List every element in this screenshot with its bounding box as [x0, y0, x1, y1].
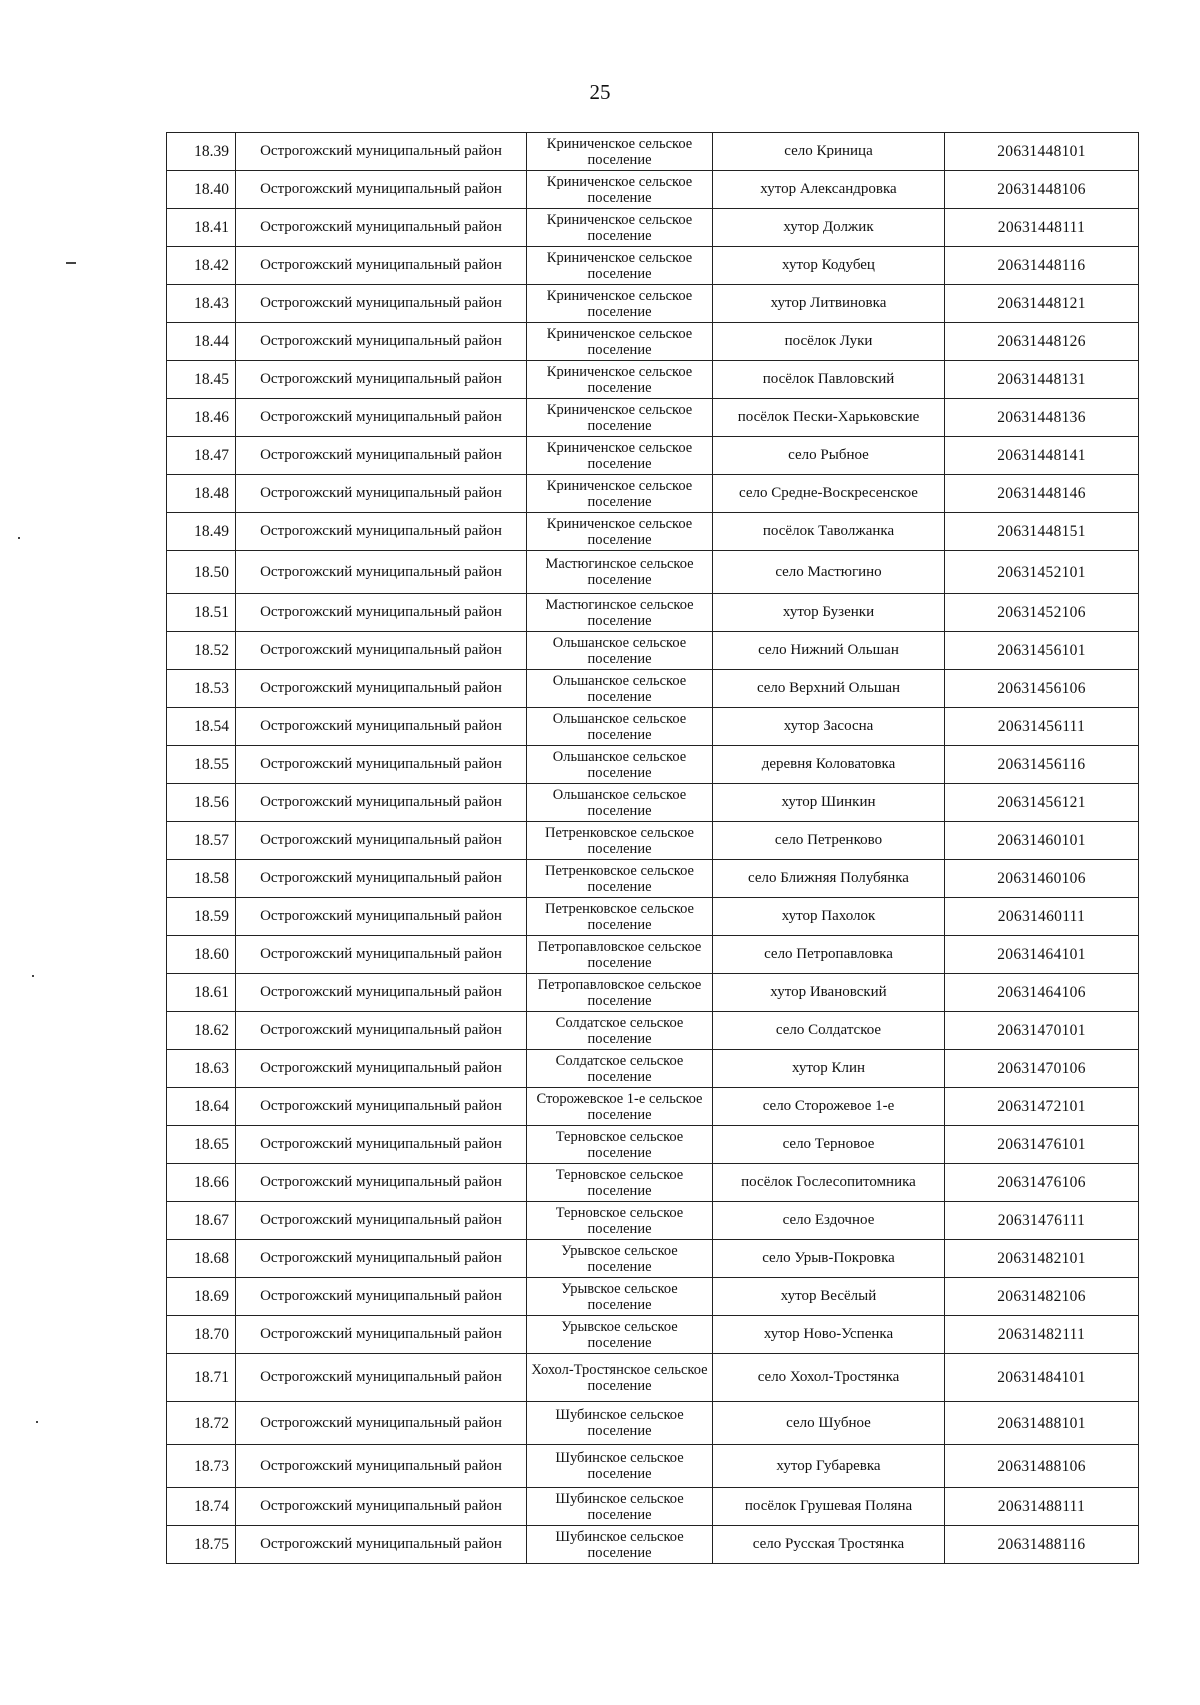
district-cell: Острогожский муниципальный район: [236, 1278, 527, 1316]
row-number: 18.74: [167, 1488, 236, 1526]
table-row: [167, 1278, 1139, 1316]
place-cell: посёлок Луки: [713, 323, 945, 361]
row-number: 18.56: [167, 784, 236, 822]
row-number: 18.67: [167, 1202, 236, 1240]
settlement-cell: Сторожевское 1-е сельское поселение: [527, 1088, 713, 1126]
place-cell: село Нижний Ольшан: [713, 632, 945, 670]
district-cell: Острогожский муниципальный район: [236, 632, 527, 670]
row-number: 18.41: [167, 209, 236, 247]
table-row: [167, 974, 1139, 1012]
code-cell: 20631470101: [945, 1012, 1139, 1050]
settlement-cell: Ольшанское сельское поселение: [527, 784, 713, 822]
code-cell: 20631460111: [945, 898, 1139, 936]
place-cell: село Ближняя Полубянка: [713, 860, 945, 898]
district-cell: Острогожский муниципальный район: [236, 247, 527, 285]
place-cell: село Петренково: [713, 822, 945, 860]
row-number: 18.42: [167, 247, 236, 285]
row-number: 18.50: [167, 551, 236, 594]
row-number: 18.60: [167, 936, 236, 974]
code-cell: 20631464106: [945, 974, 1139, 1012]
place-cell: село Верхний Ольшан: [713, 670, 945, 708]
row-number: 18.51: [167, 594, 236, 632]
settlement-cell: Петропавловское сельское поселение: [527, 974, 713, 1012]
table-row: [167, 209, 1139, 247]
district-cell: Острогожский муниципальный район: [236, 708, 527, 746]
code-cell: 20631476111: [945, 1202, 1139, 1240]
place-cell: посёлок Павловский: [713, 361, 945, 399]
table-row: [167, 746, 1139, 784]
settlement-cell: Солдатское сельское поселение: [527, 1012, 713, 1050]
place-cell: село Мастюгино: [713, 551, 945, 594]
place-cell: посёлок Гослесопитомника: [713, 1164, 945, 1202]
table-row: [167, 475, 1139, 513]
page-number: 25: [589, 80, 611, 104]
code-cell: 20631448146: [945, 475, 1139, 513]
place-cell: село Урыв-Покровка: [713, 1240, 945, 1278]
settlement-cell: Шубинское сельское поселение: [527, 1526, 713, 1564]
district-cell: Острогожский муниципальный район: [236, 437, 527, 475]
district-cell: Острогожский муниципальный район: [236, 1445, 527, 1488]
place-cell: село Солдатское: [713, 1012, 945, 1050]
district-cell: Острогожский муниципальный район: [236, 1402, 527, 1445]
place-cell: село Криница: [713, 133, 945, 171]
district-cell: Острогожский муниципальный район: [236, 1012, 527, 1050]
place-cell: хутор Литвиновка: [713, 285, 945, 323]
settlement-cell: Криниченское сельское поселение: [527, 209, 713, 247]
settlement-cell: Криниченское сельское поселение: [527, 171, 713, 209]
code-cell: 20631448126: [945, 323, 1139, 361]
place-cell: хутор Пахолок: [713, 898, 945, 936]
code-cell: 20631470106: [945, 1050, 1139, 1088]
code-cell: 20631452106: [945, 594, 1139, 632]
settlement-cell: Криниченское сельское поселение: [527, 285, 713, 323]
table-row: [167, 936, 1139, 974]
place-cell: хутор Ивановский: [713, 974, 945, 1012]
district-cell: Острогожский муниципальный район: [236, 1164, 527, 1202]
row-number: 18.43: [167, 285, 236, 323]
district-cell: Острогожский муниципальный район: [236, 594, 527, 632]
table-row: [167, 822, 1139, 860]
row-number: 18.71: [167, 1354, 236, 1402]
code-cell: 20631448151: [945, 513, 1139, 551]
table-body: [167, 133, 1139, 1564]
row-number: 18.64: [167, 1088, 236, 1126]
code-cell: 20631452101: [945, 551, 1139, 594]
settlement-cell: Мастюгинское сельское поселение: [527, 594, 713, 632]
row-number: 18.44: [167, 323, 236, 361]
table-row: [167, 171, 1139, 209]
district-cell: Острогожский муниципальный район: [236, 1526, 527, 1564]
district-cell: Острогожский муниципальный район: [236, 1316, 527, 1354]
code-cell: 20631472101: [945, 1088, 1139, 1126]
row-number: 18.46: [167, 399, 236, 437]
district-cell: Острогожский муниципальный район: [236, 209, 527, 247]
code-cell: 20631456111: [945, 708, 1139, 746]
table-row: [167, 1202, 1139, 1240]
row-number: 18.47: [167, 437, 236, 475]
table-row: [167, 323, 1139, 361]
row-number: 18.63: [167, 1050, 236, 1088]
settlement-cell: Урывское сельское поселение: [527, 1278, 713, 1316]
table-row: [167, 1164, 1139, 1202]
table-row: [167, 285, 1139, 323]
settlements-table: [166, 132, 1139, 1564]
district-cell: Острогожский муниципальный район: [236, 475, 527, 513]
table-row: [167, 1088, 1139, 1126]
row-number: 18.69: [167, 1278, 236, 1316]
district-cell: Острогожский муниципальный район: [236, 551, 527, 594]
row-number: 18.52: [167, 632, 236, 670]
settlement-cell: Петренковское сельское поселение: [527, 898, 713, 936]
settlement-cell: Урывское сельское поселение: [527, 1240, 713, 1278]
settlement-cell: Криниченское сельское поселение: [527, 475, 713, 513]
settlement-cell: Ольшанское сельское поселение: [527, 670, 713, 708]
row-number: 18.59: [167, 898, 236, 936]
settlement-cell: Петренковское сельское поселение: [527, 822, 713, 860]
code-cell: 20631476101: [945, 1126, 1139, 1164]
district-cell: Острогожский муниципальный район: [236, 1240, 527, 1278]
table-row: [167, 513, 1139, 551]
code-cell: 20631448101: [945, 133, 1139, 171]
code-cell: 20631448141: [945, 437, 1139, 475]
settlement-cell: Солдатское сельское поселение: [527, 1050, 713, 1088]
settlement-cell: Криниченское сельское поселение: [527, 399, 713, 437]
code-cell: 20631448106: [945, 171, 1139, 209]
place-cell: село Шубное: [713, 1402, 945, 1445]
place-cell: деревня Коловатовка: [713, 746, 945, 784]
table-row: [167, 898, 1139, 936]
place-cell: хутор Ново-Успенка: [713, 1316, 945, 1354]
settlement-cell: Шубинское сельское поселение: [527, 1445, 713, 1488]
settlement-cell: Криниченское сельское поселение: [527, 133, 713, 171]
place-cell: хутор Должик: [713, 209, 945, 247]
code-cell: 20631488116: [945, 1526, 1139, 1564]
settlement-cell: Шубинское сельское поселение: [527, 1488, 713, 1526]
row-number: 18.62: [167, 1012, 236, 1050]
margin-mark: [66, 262, 76, 264]
place-cell: посёлок Пески-Харьковские: [713, 399, 945, 437]
code-cell: 20631448121: [945, 285, 1139, 323]
settlement-cell: Криниченское сельское поселение: [527, 247, 713, 285]
place-cell: хутор Кодубец: [713, 247, 945, 285]
district-cell: Острогожский муниципальный район: [236, 670, 527, 708]
place-cell: хутор Весёлый: [713, 1278, 945, 1316]
code-cell: 20631482111: [945, 1316, 1139, 1354]
settlement-cell: Петропавловское сельское поселение: [527, 936, 713, 974]
margin-mark: [36, 1421, 38, 1423]
table-row: [167, 670, 1139, 708]
district-cell: Острогожский муниципальный район: [236, 860, 527, 898]
code-cell: 20631448111: [945, 209, 1139, 247]
code-cell: 20631482101: [945, 1240, 1139, 1278]
table-row: [167, 1126, 1139, 1164]
table-row: [167, 437, 1139, 475]
district-cell: Острогожский муниципальный район: [236, 1354, 527, 1402]
code-cell: 20631448136: [945, 399, 1139, 437]
district-cell: Острогожский муниципальный район: [236, 1202, 527, 1240]
settlement-cell: Терновское сельское поселение: [527, 1126, 713, 1164]
place-cell: село Русская Тростянка: [713, 1526, 945, 1564]
table-row: [167, 784, 1139, 822]
place-cell: посёлок Грушевая Поляна: [713, 1488, 945, 1526]
settlement-cell: Шубинское сельское поселение: [527, 1402, 713, 1445]
settlement-cell: Криниченское сельское поселение: [527, 323, 713, 361]
district-cell: Острогожский муниципальный район: [236, 399, 527, 437]
table-row: [167, 399, 1139, 437]
code-cell: 20631460106: [945, 860, 1139, 898]
place-cell: село Рыбное: [713, 437, 945, 475]
row-number: 18.53: [167, 670, 236, 708]
row-number: 18.39: [167, 133, 236, 171]
code-cell: 20631456101: [945, 632, 1139, 670]
margin-mark: [32, 975, 34, 977]
district-cell: Острогожский муниципальный район: [236, 1488, 527, 1526]
settlement-cell: Криниченское сельское поселение: [527, 513, 713, 551]
settlement-cell: Петренковское сельское поселение: [527, 860, 713, 898]
place-cell: хутор Губаревка: [713, 1445, 945, 1488]
district-cell: Острогожский муниципальный район: [236, 1088, 527, 1126]
district-cell: Острогожский муниципальный район: [236, 974, 527, 1012]
district-cell: Острогожский муниципальный район: [236, 784, 527, 822]
district-cell: Острогожский муниципальный район: [236, 1050, 527, 1088]
row-number: 18.49: [167, 513, 236, 551]
row-number: 18.65: [167, 1126, 236, 1164]
settlement-cell: Ольшанское сельское поселение: [527, 632, 713, 670]
place-cell: хутор Бузенки: [713, 594, 945, 632]
table-row: [167, 1445, 1139, 1488]
row-number: 18.75: [167, 1526, 236, 1564]
row-number: 18.73: [167, 1445, 236, 1488]
row-number: 18.48: [167, 475, 236, 513]
settlement-cell: Криниченское сельское поселение: [527, 437, 713, 475]
place-cell: хутор Засосна: [713, 708, 945, 746]
table-row: [167, 860, 1139, 898]
row-number: 18.72: [167, 1402, 236, 1445]
district-cell: Острогожский муниципальный район: [236, 285, 527, 323]
code-cell: 20631488101: [945, 1402, 1139, 1445]
code-cell: 20631448116: [945, 247, 1139, 285]
place-cell: посёлок Таволжанка: [713, 513, 945, 551]
table-row: [167, 1354, 1139, 1402]
place-cell: село Средне-Воскресенское: [713, 475, 945, 513]
table-row: [167, 1488, 1139, 1526]
district-cell: Острогожский муниципальный район: [236, 898, 527, 936]
row-number: 18.58: [167, 860, 236, 898]
settlement-cell: Криниченское сельское поселение: [527, 361, 713, 399]
place-cell: село Терновое: [713, 1126, 945, 1164]
row-number: 18.57: [167, 822, 236, 860]
place-cell: село Ездочное: [713, 1202, 945, 1240]
row-number: 18.68: [167, 1240, 236, 1278]
district-cell: Острогожский муниципальный район: [236, 171, 527, 209]
place-cell: село Хохол-Тростянка: [713, 1354, 945, 1402]
row-number: 18.54: [167, 708, 236, 746]
place-cell: село Петропавловка: [713, 936, 945, 974]
place-cell: село Сторожевое 1-е: [713, 1088, 945, 1126]
settlement-cell: Терновское сельское поселение: [527, 1202, 713, 1240]
code-cell: 20631460101: [945, 822, 1139, 860]
settlements-table-wrapper: [166, 132, 1138, 1564]
code-cell: 20631456106: [945, 670, 1139, 708]
table-row: [167, 1240, 1139, 1278]
code-cell: 20631456121: [945, 784, 1139, 822]
row-number: 18.70: [167, 1316, 236, 1354]
settlement-cell: Терновское сельское поселение: [527, 1164, 713, 1202]
table-row: [167, 1402, 1139, 1445]
row-number: 18.40: [167, 171, 236, 209]
code-cell: 20631476106: [945, 1164, 1139, 1202]
settlement-cell: Хохол-Тростянское сельское поселение: [527, 1354, 713, 1402]
district-cell: Острогожский муниципальный район: [236, 746, 527, 784]
district-cell: Острогожский муниципальный район: [236, 936, 527, 974]
table-row: [167, 551, 1139, 594]
settlement-cell: Ольшанское сельское поселение: [527, 746, 713, 784]
code-cell: 20631484101: [945, 1354, 1139, 1402]
code-cell: 20631488111: [945, 1488, 1139, 1526]
table-row: [167, 594, 1139, 632]
table-row: [167, 1316, 1139, 1354]
margin-mark: [18, 537, 20, 539]
district-cell: Острогожский муниципальный район: [236, 1126, 527, 1164]
district-cell: Острогожский муниципальный район: [236, 323, 527, 361]
district-cell: Острогожский муниципальный район: [236, 822, 527, 860]
settlement-cell: Урывское сельское поселение: [527, 1316, 713, 1354]
place-cell: хутор Клин: [713, 1050, 945, 1088]
code-cell: 20631488106: [945, 1445, 1139, 1488]
code-cell: 20631464101: [945, 936, 1139, 974]
table-row: [167, 632, 1139, 670]
place-cell: хутор Шинкин: [713, 784, 945, 822]
district-cell: Острогожский муниципальный район: [236, 133, 527, 171]
code-cell: 20631482106: [945, 1278, 1139, 1316]
row-number: 18.61: [167, 974, 236, 1012]
row-number: 18.55: [167, 746, 236, 784]
settlement-cell: Ольшанское сельское поселение: [527, 708, 713, 746]
place-cell: хутор Александровка: [713, 171, 945, 209]
code-cell: 20631448131: [945, 361, 1139, 399]
table-row: [167, 133, 1139, 171]
table-row: [167, 1050, 1139, 1088]
row-number: 18.66: [167, 1164, 236, 1202]
table-row: [167, 708, 1139, 746]
table-row: [167, 1012, 1139, 1050]
settlement-cell: Мастюгинское сельское поселение: [527, 551, 713, 594]
table-row: [167, 361, 1139, 399]
code-cell: 20631456116: [945, 746, 1139, 784]
district-cell: Острогожский муниципальный район: [236, 513, 527, 551]
table-row: [167, 1526, 1139, 1564]
district-cell: Острогожский муниципальный район: [236, 361, 527, 399]
row-number: 18.45: [167, 361, 236, 399]
table-row: [167, 247, 1139, 285]
